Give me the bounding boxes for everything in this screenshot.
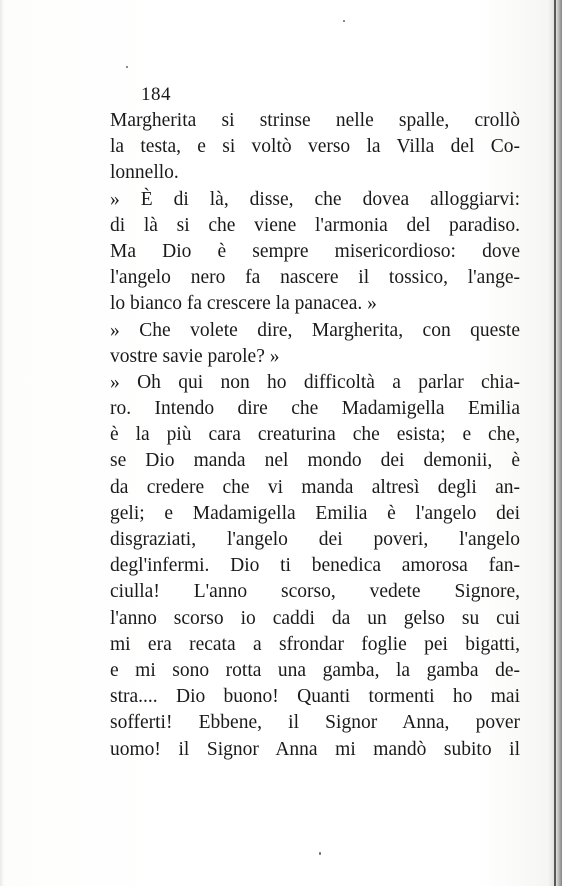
body-text bbox=[110, 108, 520, 763]
text-line: » Oh qui non ho difficoltà a parlar chia- bbox=[110, 371, 520, 393]
text-line: uomo! il Signor Anna mi mandò subito il bbox=[110, 738, 520, 760]
page-left-edge bbox=[0, 0, 4, 886]
text-line: » È di là, disse, che dovea alloggiarvi: bbox=[110, 188, 520, 210]
text-line: lonnello. bbox=[110, 162, 179, 184]
paper-speck bbox=[319, 852, 321, 855]
text-line: da credere che vi manda altresì degli an- bbox=[110, 476, 520, 498]
paper-speck bbox=[343, 20, 345, 22]
text-line: Margherita si strinse nelle spalle, crollò bbox=[110, 110, 520, 131]
text-line: la testa, e si voltò verso la Villa del Co- bbox=[110, 136, 520, 158]
text-line: disgraziati, l'angelo dei poveri, l'angelo bbox=[110, 529, 520, 550]
text-line: se Dio manda nel mondo dei demonii, è bbox=[110, 450, 520, 472]
text-line: l'angelo nero fa nascere il tossico, l'ange- bbox=[110, 267, 520, 289]
text-line: lo bianco fa crescere la panacea. » bbox=[110, 293, 377, 315]
text-line: e mi sono rotta una gamba, la gamba de- bbox=[110, 659, 520, 681]
text-line: vostre savie parole? » bbox=[110, 345, 280, 367]
text-line: Ma Dio è sempre misericordioso: dove bbox=[110, 240, 520, 262]
text-line: geli; e Madamigella Emilia è l'angelo dei bbox=[110, 502, 520, 524]
text-line: l'anno scorso io caddi da un gelso su cui bbox=[110, 607, 520, 629]
paper-speck bbox=[126, 66, 128, 68]
text-line: » Che volete dire, Margherita, con queste bbox=[110, 319, 520, 341]
text-line: di là si che viene l'armonia del paradiso. bbox=[110, 214, 520, 236]
text-line: stra.... Dio buono! Quanti tormenti ho mai bbox=[110, 686, 520, 708]
text-line: ro. Intendo dire che Madamigella Emilia bbox=[110, 398, 520, 420]
text-line: degl'infermi. Dio ti benedica amorosa fan- bbox=[110, 555, 520, 577]
spine-line bbox=[554, 0, 556, 886]
page-number: 184 bbox=[141, 84, 171, 105]
text-line: è la più cara creaturina che esista; e che, bbox=[110, 424, 520, 446]
text-line: ciulla! L'anno scorso, vedete Signore, bbox=[110, 581, 520, 603]
text-line: mi era recata a sfrondar foglie pei bigatti, bbox=[110, 633, 520, 655]
text-line: sofferti! Ebbene, il Signor Anna, pover bbox=[110, 712, 520, 734]
